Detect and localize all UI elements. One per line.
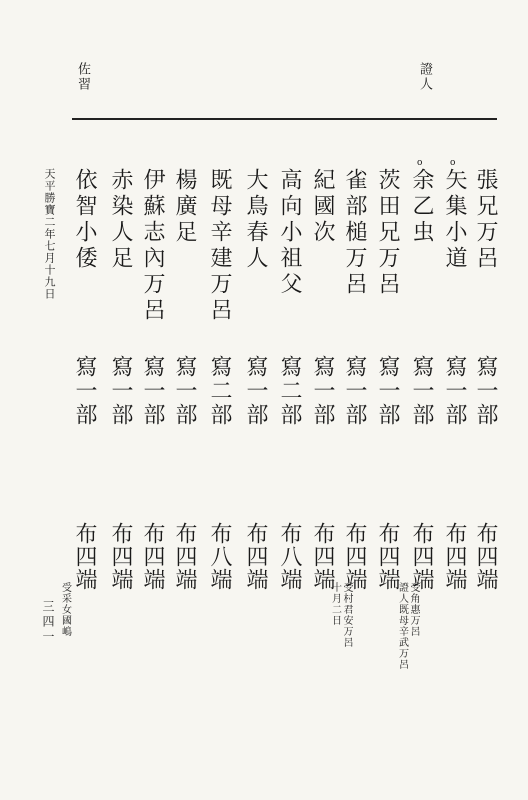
entry-copy-count: 寫一部 [473,355,498,427]
entry-cloth-payment: 布四端 [342,522,367,591]
entry-copy-count: 寫一部 [243,355,268,427]
entry-cloth-payment: 布四端 [72,522,97,591]
entry-cloth-payment: 布四端 [140,522,165,591]
entry-cloth-payment: 布四端 [409,522,434,591]
entry-name: 雀部槌万呂 [342,168,367,298]
date-line: 天平勝寶二年七月十九日 [43,168,56,300]
header-left-label: 佐習 [75,62,90,92]
entry-cloth-payment: 布四端 [243,522,268,591]
page-number: 三四一 [41,600,55,645]
entry-copy-count: 寫一部 [375,355,400,427]
entry-copy-count: 寫一部 [172,355,197,427]
entry-copy-count: 寫一部 [72,355,97,427]
header-rule [72,118,497,120]
entry-cloth-payment: 布四端 [375,522,400,591]
entry-note: 受采女國嶋 [59,582,71,637]
entry-name: 既母辛建万呂 [207,168,232,324]
entry-note: 受村君安万呂 十月二日 [329,582,352,648]
entry-cloth-payment: 布四端 [442,522,467,591]
entry-copy-count: 寫一部 [108,355,133,427]
entry-cloth-payment: 布八端 [277,522,302,591]
entry-mark: o [450,158,456,168]
entry-name: 依智小倭 [72,168,97,272]
entry-copy-count: 寫一部 [310,355,335,427]
entry-copy-count: 寫一部 [442,355,467,427]
entry-note: 受角惠万呂 證人既母辛武万呂 [396,582,419,670]
entry-name: 余乙虫 [409,168,434,246]
entry-copy-count: 寫二部 [207,355,232,427]
header-right-label: 證人 [417,62,432,92]
entry-copy-count: 寫一部 [342,355,367,427]
entry-cloth-payment: 布四端 [172,522,197,591]
entry-name: 矢集小道 [442,168,467,272]
entry-name: 大鳥春人 [243,168,268,272]
entry-cloth-payment: 布四端 [108,522,133,591]
entry-copy-count: 寫一部 [140,355,165,427]
entry-mark: o [417,158,423,168]
entry-name: 高向小祖父 [277,168,302,298]
entry-name: 楊廣足 [172,168,197,246]
entry-name: 紀國次 [310,168,335,246]
entry-copy-count: 寫二部 [277,355,302,427]
entry-copy-count: 寫一部 [409,355,434,427]
entry-cloth-payment: 布八端 [207,522,232,591]
entry-name: 伊蘇志內万呂 [140,168,165,324]
entry-cloth-payment: 布四端 [310,522,335,591]
entry-name: 張兄万呂 [473,168,498,272]
entry-name: 茨田兄万呂 [375,168,400,298]
entry-name: 赤染人足 [108,168,133,272]
entry-cloth-payment: 布四端 [473,522,498,591]
